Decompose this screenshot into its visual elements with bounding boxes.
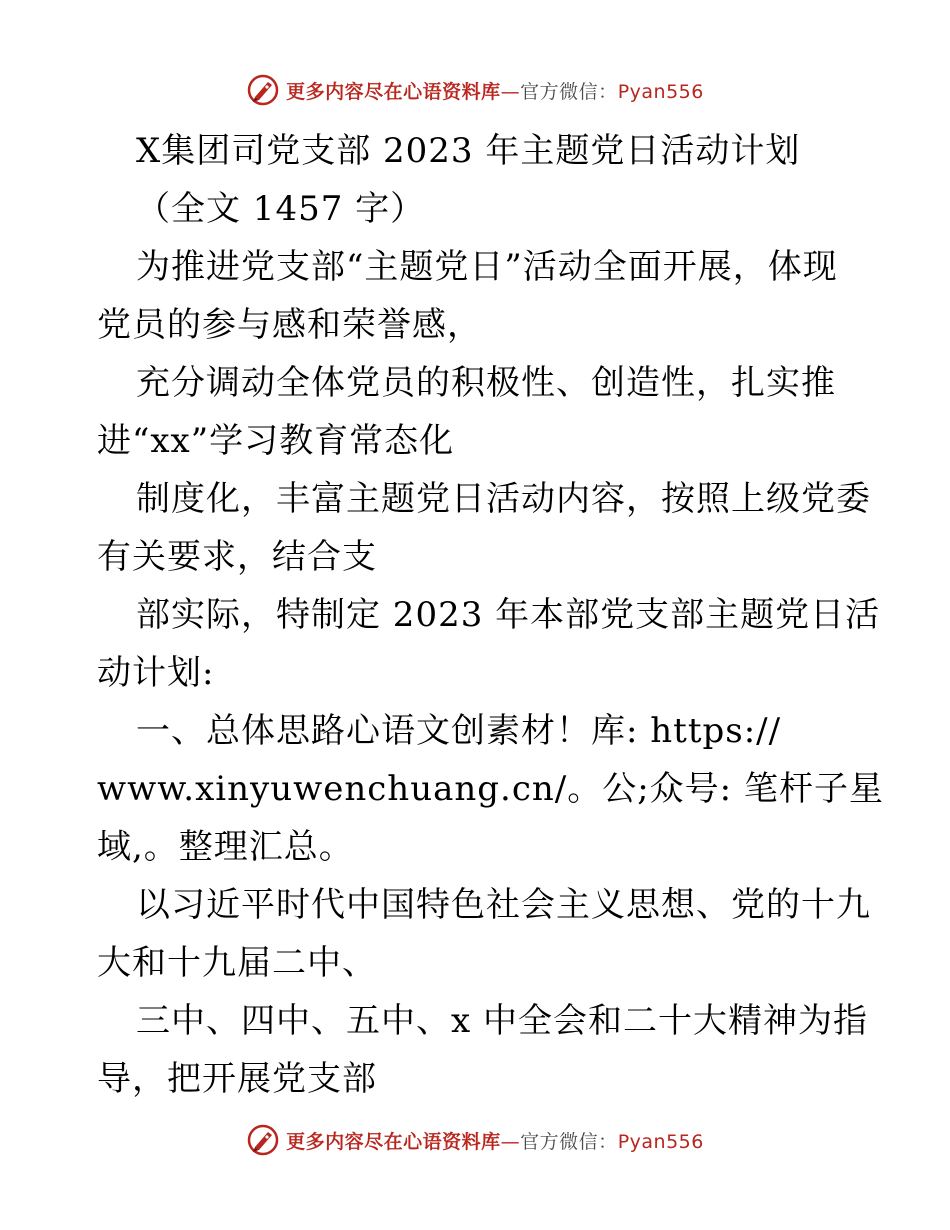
header-watermark-text (286, 77, 704, 104)
paragraph-line: 制度化，丰富主题党日活动内容，按照上级党委 (136, 479, 871, 519)
footer-watermark-content (246, 1123, 704, 1157)
site-name: 更多内容尽在心语资料库 (286, 1130, 501, 1153)
banner-separator: — (500, 80, 521, 103)
paragraph-line: 党员的参与感和荣誉感， (97, 305, 482, 345)
official-wechat-label: 官方微信： (520, 1130, 618, 1153)
header-watermark-content (246, 73, 704, 107)
pen-nib-logo-icon (246, 73, 280, 107)
paragraph-line: 三中、四中、五中、x 中全会和二十大精神为指 (136, 1001, 868, 1041)
paragraph-line: 部实际，特制定 2023 年本部党支部主题党日活 (136, 595, 881, 635)
paragraph-line: 大和十九届二中、 (97, 943, 377, 983)
paragraph-line: 进“xx”学习教育常态化 (97, 421, 455, 461)
document-title: X集团司党支部 2023 年主题党日活动计划 (136, 131, 801, 171)
footer-watermark-text (286, 1127, 704, 1154)
paragraph-line: www.xinyuwenchuang.cn/。公;众号: 笔杆子星 (97, 769, 884, 809)
paragraph-line: 有关要求，结合支 (97, 537, 377, 577)
paragraph-line: 导，把开展党支部 (97, 1059, 377, 1099)
paragraph-line: 为推进党支部“主题党日”活动全面开展，体现 (136, 247, 838, 287)
footer-watermark-banner (0, 1120, 950, 1160)
wechat-id: Pyan556 (617, 80, 704, 103)
wechat-id: Pyan556 (617, 1130, 704, 1153)
section-heading-overall-approach: 一、总体思路心语文创素材！库: https:// (136, 711, 782, 751)
banner-separator: — (500, 1130, 521, 1153)
official-wechat-label: 官方微信： (520, 80, 618, 103)
document-body (97, 122, 884, 1108)
paragraph-line: 域,。整理汇总。 (97, 827, 354, 867)
paragraph-line: 动计划: (97, 653, 215, 693)
word-count-note: （全文 1457 字） (136, 189, 426, 229)
paragraph-line: 充分调动全体党员的积极性、创造性，扎实推 (136, 363, 836, 403)
pen-nib-logo-icon (246, 1123, 280, 1157)
site-name: 更多内容尽在心语资料库 (286, 80, 501, 103)
paragraph-line: 以习近平时代中国特色社会主义思想、党的十九 (136, 885, 871, 925)
header-watermark-banner (0, 70, 950, 110)
